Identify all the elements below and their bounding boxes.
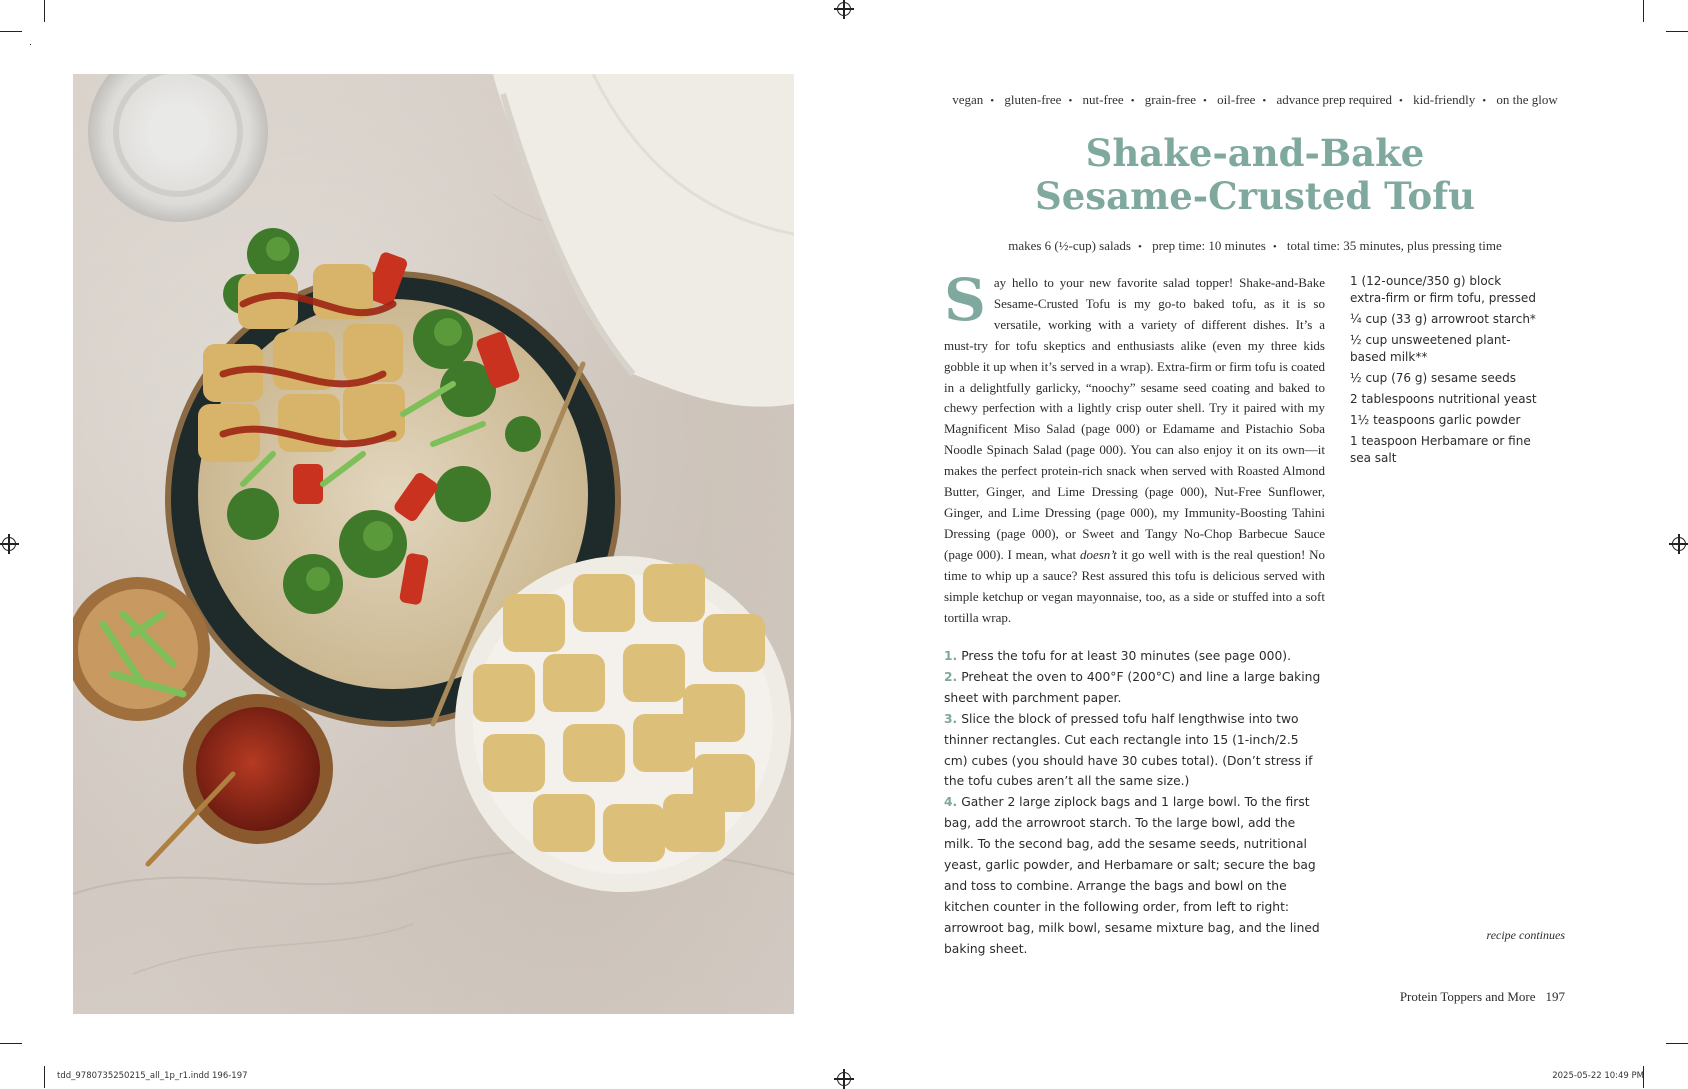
separator: • xyxy=(1203,95,1207,107)
step-text: Preheat the oven to 400°F (200°C) and line a large baking sheet with parchment paper. xyxy=(944,669,1321,705)
separator: • xyxy=(1272,241,1277,253)
crop-mark xyxy=(44,1066,45,1088)
recipe-continues-note: recipe continues xyxy=(1486,928,1565,942)
crop-mark xyxy=(1643,0,1644,22)
ingredient-item: 1 (12-ounce/350 g) block extra-firm or firm tofu, pressed xyxy=(1350,274,1536,305)
separator: • xyxy=(1399,95,1403,107)
page-footer xyxy=(1300,989,1565,1005)
page-number: 197 xyxy=(1545,989,1565,1004)
method-steps xyxy=(944,646,1324,960)
registration-mark-icon xyxy=(837,1072,851,1086)
ingredient-item: 1 teaspoon Herbamare or fine sea salt xyxy=(1350,434,1531,465)
registration-mark-icon xyxy=(2,537,16,551)
step-number: 4. xyxy=(944,795,958,810)
tag: oil-free xyxy=(1217,92,1256,107)
total-time: total time: 35 minutes, plus pressing time xyxy=(1286,238,1502,253)
title-line-1: Shake-and-Bake xyxy=(1085,131,1425,175)
ingredient-item: 2 tablespoons nutritional yeast xyxy=(1350,392,1537,406)
step-number: 3. xyxy=(944,711,958,726)
crop-mark xyxy=(1666,1043,1688,1044)
ingredient-item: ¼ cup (33 g) arrowroot starch* xyxy=(1350,312,1536,326)
tag: nut-free xyxy=(1082,92,1124,107)
intro-text-end: it go well with is the real question! No time to whip up a sauce? Rest assured this tofu is delicious served with simple ketchup or vegan mayonnaise, too, as a side or stuffed into a soft tortilla wrap. xyxy=(944,546,1325,625)
crop-mark xyxy=(30,44,31,45)
step-number: 1. xyxy=(944,649,958,663)
recipe-meta xyxy=(940,238,1570,254)
recipe-photo xyxy=(73,74,794,1014)
intro-text: ay hello to your new favorite salad topper! Shake-and-Bake Sesame-Crusted Tofu is my go-to baked tofu, as it is so versatile, working with a variety of different dishes. It’s a must-try for tofu skeptics and enthusiasts alike (even my three kids gobble it up when it’s served in a wrap). Extra-firm or firm tofu is coated in a delightfully garlicky, “noochy” sesame seed coating and baked to chewy perfection with a lightly crisp outer shell. Try it paired with my Magnificent Miso Salad (page 000) or Edamame and Pistachio Soba Noodle Spinach Salad (page 000). You can also enjoy it on its own—it makes the perfect protein-rich snack when served with Roasted Almond Butter, Ginger, and Lime Dressing (page 000), Nut-Free Sunflower, Ginger, and Lime Dressing (page 000), my Immunity-Boosting Tahini Dressing (page 000), or Sweet and Tangy No-Chop Barbecue Sauce (page 000). I mean, what xyxy=(944,275,1325,562)
step-item xyxy=(944,709,1324,793)
crop-mark xyxy=(44,0,45,22)
tag: kid-friendly xyxy=(1413,92,1476,107)
step-number: 2. xyxy=(944,669,958,684)
print-slug-date: 2025-05-22 10:49 PM xyxy=(1552,1071,1644,1081)
crop-mark xyxy=(1666,31,1688,32)
tag: grain-free xyxy=(1144,92,1197,107)
prep-time: prep time: 10 minutes xyxy=(1152,238,1266,253)
tag: on the glow xyxy=(1496,92,1558,107)
title-line-2: Sesame-Crusted Tofu xyxy=(1035,174,1475,218)
step-item xyxy=(944,646,1324,667)
step-text: Gather 2 large ziplock bags and 1 large bowl. To the first bag, add the arrowroot starch. To the large bowl, add the milk. To the second bag, add the sesame seeds, nutritional yeast, garlic powder, and Herbamare or salt; secure the bag and toss to combine. Arrange the bags and bowl on the kitchen counter in the following order, from left to right: arrowroot bag, milk bowl, sesame mixture bag, and the lined baking sheet. xyxy=(944,795,1320,956)
separator: • xyxy=(1130,95,1135,107)
yield: makes 6 (½-cup) salads xyxy=(1008,238,1131,253)
tag: gluten-free xyxy=(1004,92,1062,107)
drop-cap: S xyxy=(944,266,986,334)
recipe-title xyxy=(940,132,1570,218)
print-slug-file: tdd_9780735250215_all_1p_r1.indd 196-197 xyxy=(57,1071,248,1081)
ingredient-item: 1½ teaspoons garlic powder xyxy=(1350,413,1521,427)
intro-paragraph xyxy=(944,266,1325,628)
crop-mark xyxy=(0,1043,22,1044)
tag: vegan xyxy=(952,92,984,107)
section-name: Protein Toppers and More xyxy=(1399,989,1536,1004)
step-text: Slice the block of pressed tofu half lengthwise into two thinner rectangles. Cut each rectangle into 15 (1-inch/2.5 cm) cubes (you should have 30 cubes total). (Don’t stress if the tofu cubes aren’t all the same size.) xyxy=(944,711,1313,789)
separator: • xyxy=(1262,95,1267,107)
separator: • xyxy=(1068,95,1073,107)
ingredient-item: ½ cup unsweetened plant-based milk** xyxy=(1350,333,1511,364)
tag: advance prep required xyxy=(1276,92,1393,107)
ingredient-item: ½ cup (76 g) sesame seeds xyxy=(1350,371,1516,385)
ingredient-list xyxy=(1350,273,1540,471)
separator: • xyxy=(990,95,995,107)
crop-mark xyxy=(0,31,22,32)
food-photo-illustration xyxy=(73,74,794,1014)
step-item xyxy=(944,667,1324,709)
registration-mark-icon xyxy=(1672,537,1686,551)
intro-emphasis: doesn’t xyxy=(1079,546,1117,562)
separator: • xyxy=(1137,241,1142,253)
dietary-tags xyxy=(940,92,1570,108)
registration-mark-icon xyxy=(837,2,851,16)
step-text: Press the tofu for at least 30 minutes (see page 000). xyxy=(961,649,1291,663)
step-item xyxy=(944,792,1324,959)
separator: • xyxy=(1482,95,1487,107)
